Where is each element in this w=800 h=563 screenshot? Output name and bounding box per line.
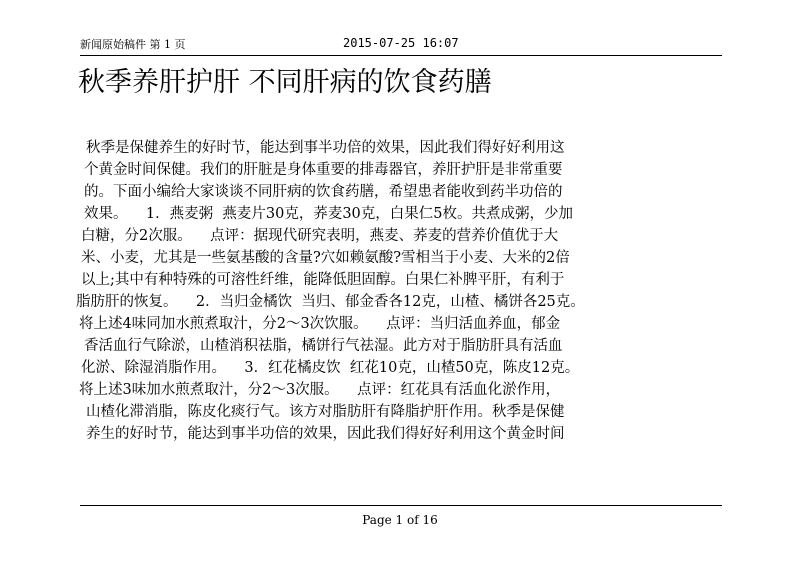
body-line: 养生的好时节，能达到事半功倍的效果，因此我们得好好利用这个黄金时间 bbox=[86, 426, 565, 442]
body-line: 以上;其中有种特殊的可溶性纤维，能降低胆固醇。白果仁补脾平肝，有利于 bbox=[81, 272, 565, 288]
body-line: 秋季是保健养生的好时节，能达到事半功倍的效果，因此我们得好好利用这 bbox=[86, 140, 565, 156]
body-line: 山楂化滞消脂，陈皮化痰行气。该方对脂肪肝有降脂护肝作用。秋季是保健 bbox=[86, 404, 565, 420]
article-title: 秋季养肝护肝 不同肝病的饮食药膳 bbox=[78, 67, 492, 98]
body-line: 香活血行气除淤，山楂消积祛脂，橘饼行气祛湿。此方对于脂肪肝具有活血 bbox=[84, 338, 563, 354]
page-header bbox=[80, 36, 722, 54]
body-line: 米、小麦，尤其是一些氨基酸的含量?穴如赖氨酸?雪相当于小麦、大米的2倍 bbox=[81, 250, 570, 266]
body-line: 化淤、除湿消脂作用。 3．红花橘皮饮 红花10克，山楂50克，陈皮12克。 bbox=[81, 360, 580, 376]
footer-divider bbox=[80, 505, 722, 506]
body-line: 效果。 1．燕麦粥 燕麦片30克，荞麦30克，白果仁5枚。共煮成粥，少加 bbox=[84, 206, 574, 222]
header-divider bbox=[80, 55, 722, 56]
header-date: 2015-07-25 16:07 bbox=[343, 36, 459, 50]
header-source-label: 新闻原始稿件 第 1 页 bbox=[80, 38, 186, 51]
body-line: 将上述3味加水煎煮取汁，分2～3次服。 点评：红花具有活血化淤作用， bbox=[79, 382, 561, 398]
body-line: 将上述4味同加水煎煮取汁，分2～3次饮服。 点评：当归活血养血，郁金 bbox=[79, 316, 561, 332]
body-line: 白糖，分2次服。 点评：据现代研究表明，燕麦、荞麦的营养价值优于大 bbox=[81, 228, 559, 244]
page-number: Page 1 of 16 bbox=[362, 513, 438, 527]
body-line: 脂肪肝的恢复。 2．当归金橘饮 当归、郁金香各12克，山楂、橘饼各25克。 bbox=[76, 294, 585, 310]
body-line: 个黄金时间保健。我们的肝脏是身体重要的排毒器官，养肝护肝是非常重要 bbox=[84, 162, 563, 178]
body-line: 的。下面小编给大家谈谈不同肝病的饮食药膳，希望患者能收到药半功倍的 bbox=[84, 184, 563, 200]
